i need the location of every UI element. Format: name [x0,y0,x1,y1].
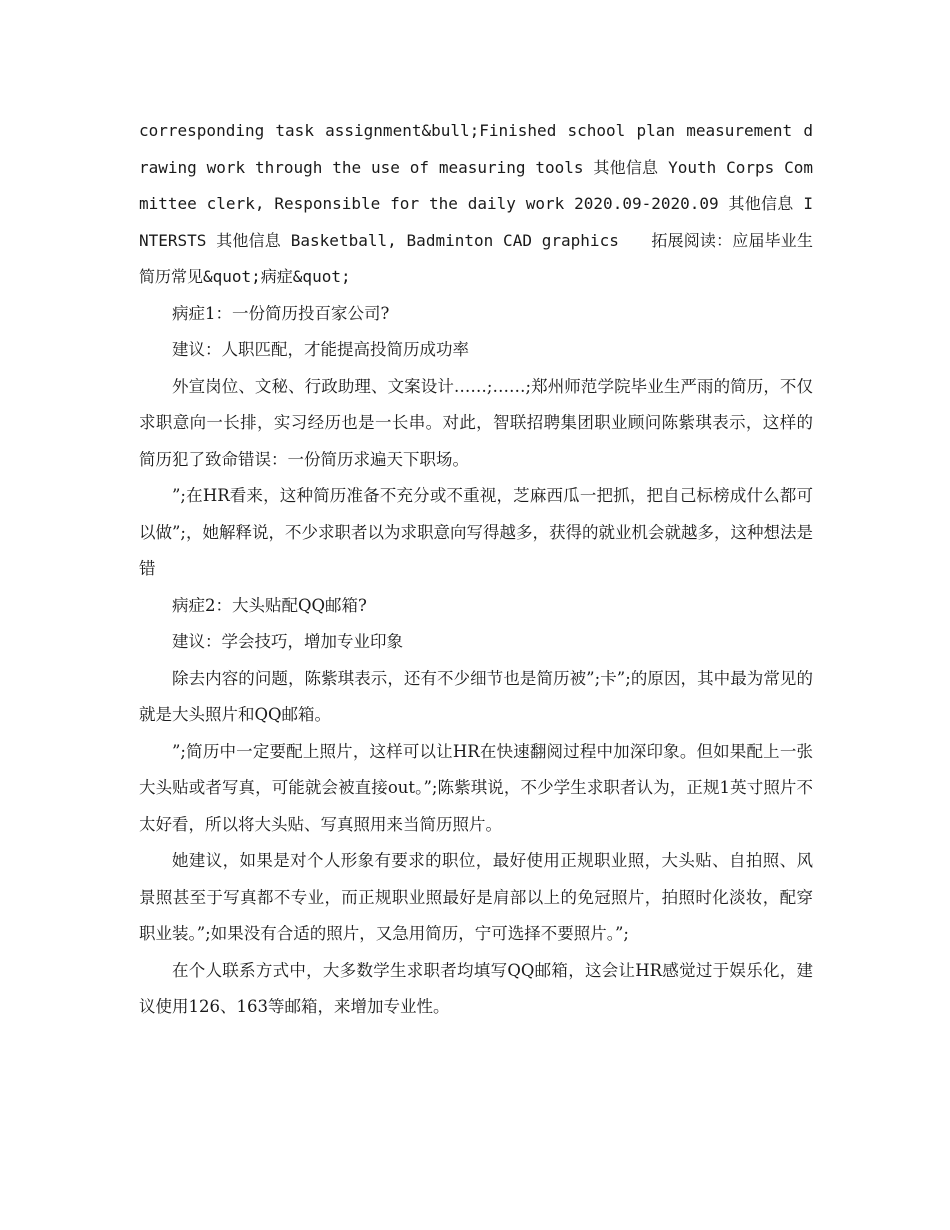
paragraph-photo-advice: ”;简历中一定要配上照片，这样可以让HR在快速翻阅过程中加深印象。但如果配上一张大头贴或者写真，可能就会被直接out。”;陈紫琪说，不少学生求职者认为，正规1英寸照片不太好看，所以将大头贴、写真照用来当简历照片。 [139,741,813,834]
paragraph-symptom-1-explanation: ”;在HR看来，这种简历准备不充分或不重视，芝麻西瓜一把抓，把自己标榜成什么都可以做”;，她解释说，不少求职者以为求职意向写得越多，获得的就业机会就越多，这种想法是错 [139,486,813,578]
paragraph-symptom-1-advice: 建议：人职匹配，才能提高投简历成功率 [172,340,469,359]
paragraph-email-advice: 在个人联系方式中，大多数学生求职者均填写QQ邮箱，这会让HR感觉过于娱乐化，建议使用126、163等邮箱，来增加专业性。 [139,960,813,1016]
paragraph-symptom-2-advice: 建议：学会技巧，增加专业印象 [172,632,403,651]
paragraph-symptom-1-title: 病症1：一份简历投百家公司? [172,303,390,323]
paragraph-professional-photo: 她建议，如果是对个人形象有要求的职位，最好使用正规职业照，大头贴、自拍照、风景照甚至于写真都不专业，而正规职业照最好是肩部以上的免冠照片，拍照时化淡妆，配穿职业装。”;如果没有合适的照片，又急用简历，宁可选择不要照片。”; [139,851,813,943]
paragraph-resume-continuation: corresponding task assignment&bull;Finished school plan measurement drawing work through the use of measuring tools 其他信息 Youth Corps Committee clerk, Responsible for the daily work 2020.09-2020.09 其他信息 INTERSTS 其他信息 Basketball, Badminton CAD graphics 拓展阅读：应届毕业生简历常见&quot;病症&quot; [139,121,813,286]
paragraph-symptom-1-case: 外宣岗位、文秘、行政助理、文案设计……;……;郑州师范学院毕业生严雨的简历，不仅求职意向一长排，实习经历也是一长串。对此，智联招聘集团职业顾问陈紫琪表示，这样的简历犯了致命错误：一份简历求遍天下职场。 [139,376,813,469]
paragraph-symptom-2-details: 除去内容的问题，陈紫琪表示，还有不少细节也是简历被”;卡”;的原因，其中最为常见的就是大头照片和QQ邮箱。 [139,668,813,724]
document-body [139,113,813,1026]
paragraph-symptom-2-title: 病症2：大头贴配QQ邮箱? [172,595,367,615]
